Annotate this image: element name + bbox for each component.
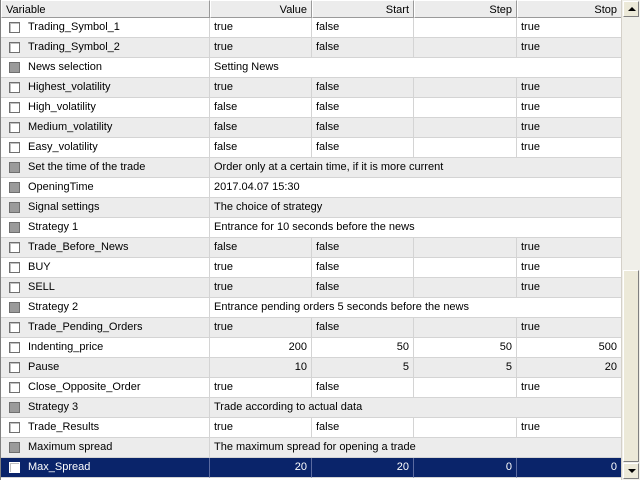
checkbox-icon[interactable] bbox=[9, 122, 20, 133]
table-row[interactable] bbox=[1, 458, 622, 478]
variable-name: Indenting_price bbox=[28, 341, 104, 353]
table-row[interactable] bbox=[1, 398, 622, 418]
start-cell[interactable]: false bbox=[312, 118, 414, 138]
table-row[interactable] bbox=[1, 58, 622, 78]
variable-cell[interactable] bbox=[1, 458, 210, 478]
stop-cell[interactable]: true bbox=[517, 118, 622, 138]
table-row[interactable] bbox=[1, 18, 622, 38]
step-cell[interactable] bbox=[414, 118, 517, 138]
checkbox-icon[interactable] bbox=[9, 322, 20, 333]
column-header-start[interactable]: Start bbox=[312, 0, 414, 18]
group-marker-icon bbox=[9, 202, 20, 213]
value-cell[interactable]: true bbox=[210, 418, 312, 438]
group-description: The choice of strategy bbox=[210, 198, 622, 218]
step-cell[interactable] bbox=[414, 378, 517, 398]
variable-name: Trade_Pending_Orders bbox=[28, 321, 143, 333]
group-description: Order only at a certain time, if it is more current bbox=[210, 158, 622, 178]
start-cell[interactable]: false bbox=[312, 78, 414, 98]
variable-cell[interactable] bbox=[1, 38, 210, 58]
group-description: Entrance pending orders 5 seconds before the news bbox=[210, 298, 622, 318]
checkbox-icon[interactable] bbox=[9, 262, 20, 273]
value-cell[interactable]: false bbox=[210, 238, 312, 258]
table-row[interactable] bbox=[1, 258, 622, 278]
variable-cell[interactable] bbox=[1, 398, 210, 418]
step-cell[interactable] bbox=[414, 78, 517, 98]
table-row[interactable] bbox=[1, 378, 622, 398]
group-marker-icon bbox=[9, 302, 20, 313]
stop-cell[interactable]: true bbox=[517, 258, 622, 278]
checkbox-icon[interactable] bbox=[9, 462, 20, 473]
step-cell[interactable]: 0 bbox=[414, 458, 517, 478]
variable-name: Signal settings bbox=[28, 201, 100, 213]
step-cell[interactable] bbox=[414, 318, 517, 338]
value-cell[interactable]: 200 bbox=[210, 338, 312, 358]
group-marker-icon bbox=[9, 162, 20, 173]
variable-cell[interactable] bbox=[1, 138, 210, 158]
table-row[interactable] bbox=[1, 118, 622, 138]
checkbox-icon[interactable] bbox=[9, 382, 20, 393]
scroll-up-arrow-icon bbox=[628, 7, 636, 11]
parameter-rows bbox=[1, 18, 622, 478]
start-cell[interactable]: false bbox=[312, 378, 414, 398]
checkbox-icon[interactable] bbox=[9, 142, 20, 153]
stop-cell[interactable]: true bbox=[517, 78, 622, 98]
value-cell[interactable]: true bbox=[210, 18, 312, 38]
stop-cell[interactable]: 20 bbox=[517, 358, 622, 378]
value-cell[interactable]: true bbox=[210, 78, 312, 98]
stop-cell[interactable]: true bbox=[517, 138, 622, 158]
step-cell[interactable] bbox=[414, 138, 517, 158]
column-header-value[interactable]: Value bbox=[210, 0, 312, 18]
variable-name: BUY bbox=[28, 261, 51, 273]
table-row[interactable] bbox=[1, 38, 622, 58]
start-cell[interactable]: false bbox=[312, 98, 414, 118]
group-description: Setting News bbox=[210, 58, 622, 78]
start-cell[interactable]: 5 bbox=[312, 358, 414, 378]
variable-name: Trade_Before_News bbox=[28, 241, 129, 253]
variable-name: News selection bbox=[28, 61, 102, 73]
table-row[interactable] bbox=[1, 438, 622, 458]
variable-name: Pause bbox=[28, 361, 60, 373]
table-row[interactable] bbox=[1, 198, 622, 218]
checkbox-icon[interactable] bbox=[9, 282, 20, 293]
variable-name: SELL bbox=[28, 281, 55, 293]
checkbox-icon[interactable] bbox=[9, 422, 20, 433]
variable-cell[interactable] bbox=[1, 378, 210, 398]
step-cell[interactable] bbox=[414, 18, 517, 38]
table-row[interactable] bbox=[1, 158, 622, 178]
group-description: Trade according to actual data bbox=[210, 398, 622, 418]
stop-cell[interactable]: true bbox=[517, 318, 622, 338]
group-description: 2017.04.07 15:30 bbox=[210, 178, 622, 198]
step-cell[interactable]: 50 bbox=[414, 338, 517, 358]
variable-cell[interactable] bbox=[1, 298, 210, 318]
table-row[interactable] bbox=[1, 358, 622, 378]
value-cell[interactable]: false bbox=[210, 98, 312, 118]
value-cell[interactable]: false bbox=[210, 118, 312, 138]
stop-cell[interactable]: true bbox=[517, 18, 622, 38]
variable-cell[interactable] bbox=[1, 438, 210, 458]
stop-cell[interactable]: 0 bbox=[517, 458, 622, 478]
table-row[interactable] bbox=[1, 238, 622, 258]
group-marker-icon bbox=[9, 442, 20, 453]
table-row[interactable] bbox=[1, 338, 622, 358]
variable-name: Maximum spread bbox=[28, 441, 113, 453]
start-cell[interactable]: false bbox=[312, 258, 414, 278]
column-header-stop[interactable]: Stop bbox=[517, 0, 622, 18]
variable-cell[interactable] bbox=[1, 318, 210, 338]
variable-name: Set the time of the trade bbox=[28, 161, 146, 173]
table-row[interactable] bbox=[1, 298, 622, 318]
start-cell[interactable]: false bbox=[312, 138, 414, 158]
stop-cell[interactable]: true bbox=[517, 378, 622, 398]
vertical-scrollbar[interactable] bbox=[621, 0, 640, 480]
variable-name: Easy_volatility bbox=[28, 141, 98, 153]
value-cell[interactable]: 20 bbox=[210, 458, 312, 478]
checkbox-icon[interactable] bbox=[9, 22, 20, 33]
group-marker-icon bbox=[9, 62, 20, 73]
checkbox-icon[interactable] bbox=[9, 342, 20, 353]
group-marker-icon bbox=[9, 402, 20, 413]
variable-name: Strategy 2 bbox=[28, 301, 79, 313]
variable-name: Medium_volatility bbox=[28, 121, 113, 133]
variable-name: Strategy 3 bbox=[28, 401, 79, 413]
variable-name: Trading_Symbol_1 bbox=[28, 21, 120, 33]
variable-cell[interactable] bbox=[1, 78, 210, 98]
variable-name: Highest_volatility bbox=[28, 81, 111, 93]
variable-cell[interactable] bbox=[1, 218, 210, 238]
value-cell[interactable]: false bbox=[210, 138, 312, 158]
value-cell[interactable]: 10 bbox=[210, 358, 312, 378]
group-marker-icon bbox=[9, 222, 20, 233]
column-header-step[interactable]: Step bbox=[414, 0, 517, 18]
group-description: Entrance for 10 seconds before the news bbox=[210, 218, 622, 238]
variable-name: OpeningTime bbox=[28, 181, 94, 193]
value-cell[interactable]: true bbox=[210, 258, 312, 278]
stop-cell[interactable]: true bbox=[517, 238, 622, 258]
step-cell[interactable] bbox=[414, 98, 517, 118]
step-cell[interactable] bbox=[414, 278, 517, 298]
table-row[interactable] bbox=[1, 418, 622, 438]
stop-cell[interactable]: 500 bbox=[517, 338, 622, 358]
variable-cell[interactable] bbox=[1, 58, 210, 78]
table-row[interactable] bbox=[1, 318, 622, 338]
value-cell[interactable]: true bbox=[210, 378, 312, 398]
variable-cell[interactable] bbox=[1, 158, 210, 178]
variable-name: Strategy 1 bbox=[28, 221, 79, 233]
stop-cell[interactable]: true bbox=[517, 38, 622, 58]
column-header-variable[interactable]: Variable bbox=[1, 0, 210, 18]
step-cell[interactable] bbox=[414, 238, 517, 258]
start-cell[interactable]: false bbox=[312, 278, 414, 298]
stop-cell[interactable]: true bbox=[517, 278, 622, 298]
variable-name: Trade_Results bbox=[28, 421, 100, 433]
scroll-down-arrow-icon bbox=[628, 469, 636, 473]
value-cell[interactable]: true bbox=[210, 318, 312, 338]
group-marker-icon bbox=[9, 182, 20, 193]
step-cell[interactable] bbox=[414, 258, 517, 278]
group-description: The maximum spread for opening a trade bbox=[210, 438, 622, 458]
value-cell[interactable]: true bbox=[210, 278, 312, 298]
stop-cell[interactable]: true bbox=[517, 418, 622, 438]
table-row[interactable] bbox=[1, 218, 622, 238]
variable-name: High_volatility bbox=[28, 101, 96, 113]
variable-cell[interactable] bbox=[1, 258, 210, 278]
start-cell[interactable]: false bbox=[312, 38, 414, 58]
start-cell[interactable]: 50 bbox=[312, 338, 414, 358]
stop-cell[interactable]: true bbox=[517, 98, 622, 118]
variable-cell[interactable] bbox=[1, 118, 210, 138]
start-cell[interactable]: false bbox=[312, 418, 414, 438]
checkbox-icon[interactable] bbox=[9, 82, 20, 93]
start-cell[interactable]: false bbox=[312, 18, 414, 38]
variable-cell[interactable] bbox=[1, 98, 210, 118]
variable-name: Max_Spread bbox=[28, 461, 91, 473]
start-cell[interactable]: 20 bbox=[312, 458, 414, 478]
checkbox-icon[interactable] bbox=[9, 42, 20, 53]
value-cell[interactable]: true bbox=[210, 38, 312, 58]
scroll-up-button[interactable] bbox=[623, 1, 639, 17]
variable-cell[interactable] bbox=[1, 358, 210, 378]
step-cell[interactable]: 5 bbox=[414, 358, 517, 378]
variable-name: Trading_Symbol_2 bbox=[28, 41, 120, 53]
start-cell[interactable]: false bbox=[312, 318, 414, 338]
variable-cell[interactable] bbox=[1, 238, 210, 258]
variable-cell[interactable] bbox=[1, 418, 210, 438]
variable-cell[interactable] bbox=[1, 198, 210, 218]
step-cell[interactable] bbox=[414, 38, 517, 58]
table-row[interactable] bbox=[1, 278, 622, 298]
start-cell[interactable]: false bbox=[312, 238, 414, 258]
variable-cell[interactable] bbox=[1, 338, 210, 358]
variable-cell[interactable] bbox=[1, 178, 210, 198]
variable-cell[interactable] bbox=[1, 18, 210, 38]
table-row[interactable] bbox=[1, 98, 622, 118]
checkbox-icon[interactable] bbox=[9, 102, 20, 113]
table-row[interactable] bbox=[1, 78, 622, 98]
variable-cell[interactable] bbox=[1, 278, 210, 298]
checkbox-icon[interactable] bbox=[9, 362, 20, 373]
variable-name: Close_Opposite_Order bbox=[28, 381, 141, 393]
table-row[interactable] bbox=[1, 138, 622, 158]
table-row[interactable] bbox=[1, 178, 622, 198]
step-cell[interactable] bbox=[414, 418, 517, 438]
checkbox-icon[interactable] bbox=[9, 242, 20, 253]
scroll-thumb[interactable] bbox=[623, 270, 639, 462]
column-header-row bbox=[1, 0, 622, 18]
scroll-down-button[interactable] bbox=[623, 463, 639, 479]
